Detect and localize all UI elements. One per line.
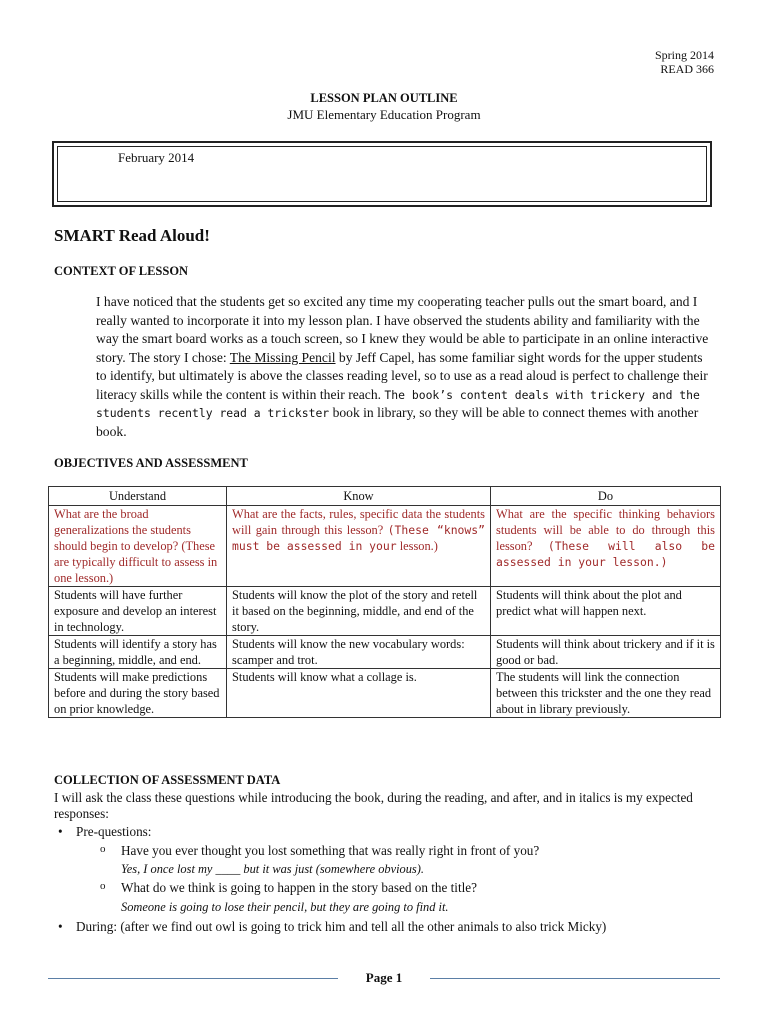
term-label: Spring 2014: [654, 48, 714, 62]
table-row: [49, 636, 721, 669]
prompt-do-b: (These will also be assessed in your lesson.): [496, 539, 715, 569]
prompt-know-a: What are the facts, rules, specific data the students will gain through this lesson?: [232, 507, 485, 537]
collection-heading: COLLECTION OF ASSESSMENT DATA: [54, 773, 281, 787]
context-heading: CONTEXT OF LESSON: [54, 264, 189, 278]
bullet-circle-icon: o: [100, 843, 106, 855]
book-title: The Missing Pencil: [229, 349, 336, 365]
header-meta: [655, 48, 714, 76]
prompt-do: [491, 506, 721, 587]
prompt-know-c: lesson.): [396, 539, 438, 553]
question-1: Have you ever thought you lost something that was really right in front of you?: [121, 843, 540, 858]
answer-1: Yes, I once lost my ____ but it was just (somewhere obvious).: [121, 862, 424, 876]
cell-do: The students will link the connection between this trickster and the one they read about in library previously.: [491, 669, 721, 718]
cell-know: Students will know the plot of the story and retell it based on the beginning, middle, and end of the story.: [227, 587, 491, 636]
header-understand: Understand: [49, 487, 227, 506]
header-know: Know: [227, 487, 491, 506]
context-text-3: The book’s content deals with trickery and the students recently read a trickster: [96, 387, 700, 420]
cell-do: Students will think about trickery and if it is good or bad.: [491, 636, 721, 669]
context-text-2: by Jeff Capel, has some familiar sight words for the upper students to identify, but ultimately is above the classes reading level, so to use as a read aloud is perfect to challenge their literacy skills while the content is within their reach.: [96, 349, 708, 402]
context-text-1: I have noticed that the students get so excited any time my cooperating teacher pulls out the smart board, and I really wanted to incorporate it into my lesson plan. I have observed the students ability and familiarity with the way the smart board works as a touch screen, so I knew they would be able to participate in an online interactive story. The story I chose:: [96, 294, 709, 365]
pre-questions-label: Pre-questions:: [76, 824, 152, 839]
question-2: What do we think is going to happen in the story based on the title?: [121, 880, 477, 895]
prompt-understand: What are the broad generalizations the students should begin to develop? (These are typically difficult to assess in one lesson.): [49, 506, 227, 587]
prompt-know: [227, 506, 491, 587]
table-row: [49, 669, 721, 718]
bullet-circle-icon: o: [100, 880, 106, 892]
context-paragraph: [96, 293, 712, 441]
course-label: READ 366: [660, 62, 714, 76]
prompt-know-b: (These “knows” must be assessed in your: [232, 523, 485, 553]
cell-do: Students will think about the plot and predict what will happen next.: [491, 587, 721, 636]
table-prompt-row: [49, 506, 721, 587]
prompt-do-a: What are the specific thinking behaviors students will be able to do through this lesson?: [496, 507, 715, 553]
cell-know: Students will know the new vocabulary words: scamper and trot.: [227, 636, 491, 669]
bullet-disc-icon: •: [58, 824, 63, 839]
objectives-table: [48, 486, 721, 718]
cell-know: Students will know what a collage is.: [227, 669, 491, 718]
date-text: February 2014: [118, 150, 195, 165]
bullet-disc-icon: •: [58, 919, 63, 934]
page-number: Page 1: [365, 970, 403, 985]
table-row: [49, 587, 721, 636]
header-do: Do: [491, 487, 721, 506]
during-item: During: (after we find out owl is going to trick him and tell all the other animals to also trick Micky): [76, 919, 607, 934]
objectives-heading: OBJECTIVES AND ASSESSMENT: [54, 456, 248, 470]
table-header-row: [49, 487, 721, 506]
cell-understand: Students will make predictions before and during the story based on prior knowledge.: [49, 669, 227, 718]
date-box: [52, 141, 712, 207]
document-title: LESSON PLAN OUTLINE: [310, 91, 458, 105]
cell-understand: Students will have further exposure and develop an interest in technology.: [49, 587, 227, 636]
answer-2: Someone is going to lose their pencil, but they are going to find it.: [121, 900, 449, 914]
lesson-title: SMART Read Aloud!: [54, 226, 210, 245]
document-subtitle: JMU Elementary Education Program: [287, 107, 481, 122]
cell-understand: Students will identify a story has a beginning, middle, and end.: [49, 636, 227, 669]
collection-intro: I will ask the class these questions while introducing the book, during the reading, and after, and in italics is my expected responses:: [54, 790, 693, 821]
context-text-4: book in library, so they will be able to connect themes with another book.: [96, 405, 699, 439]
